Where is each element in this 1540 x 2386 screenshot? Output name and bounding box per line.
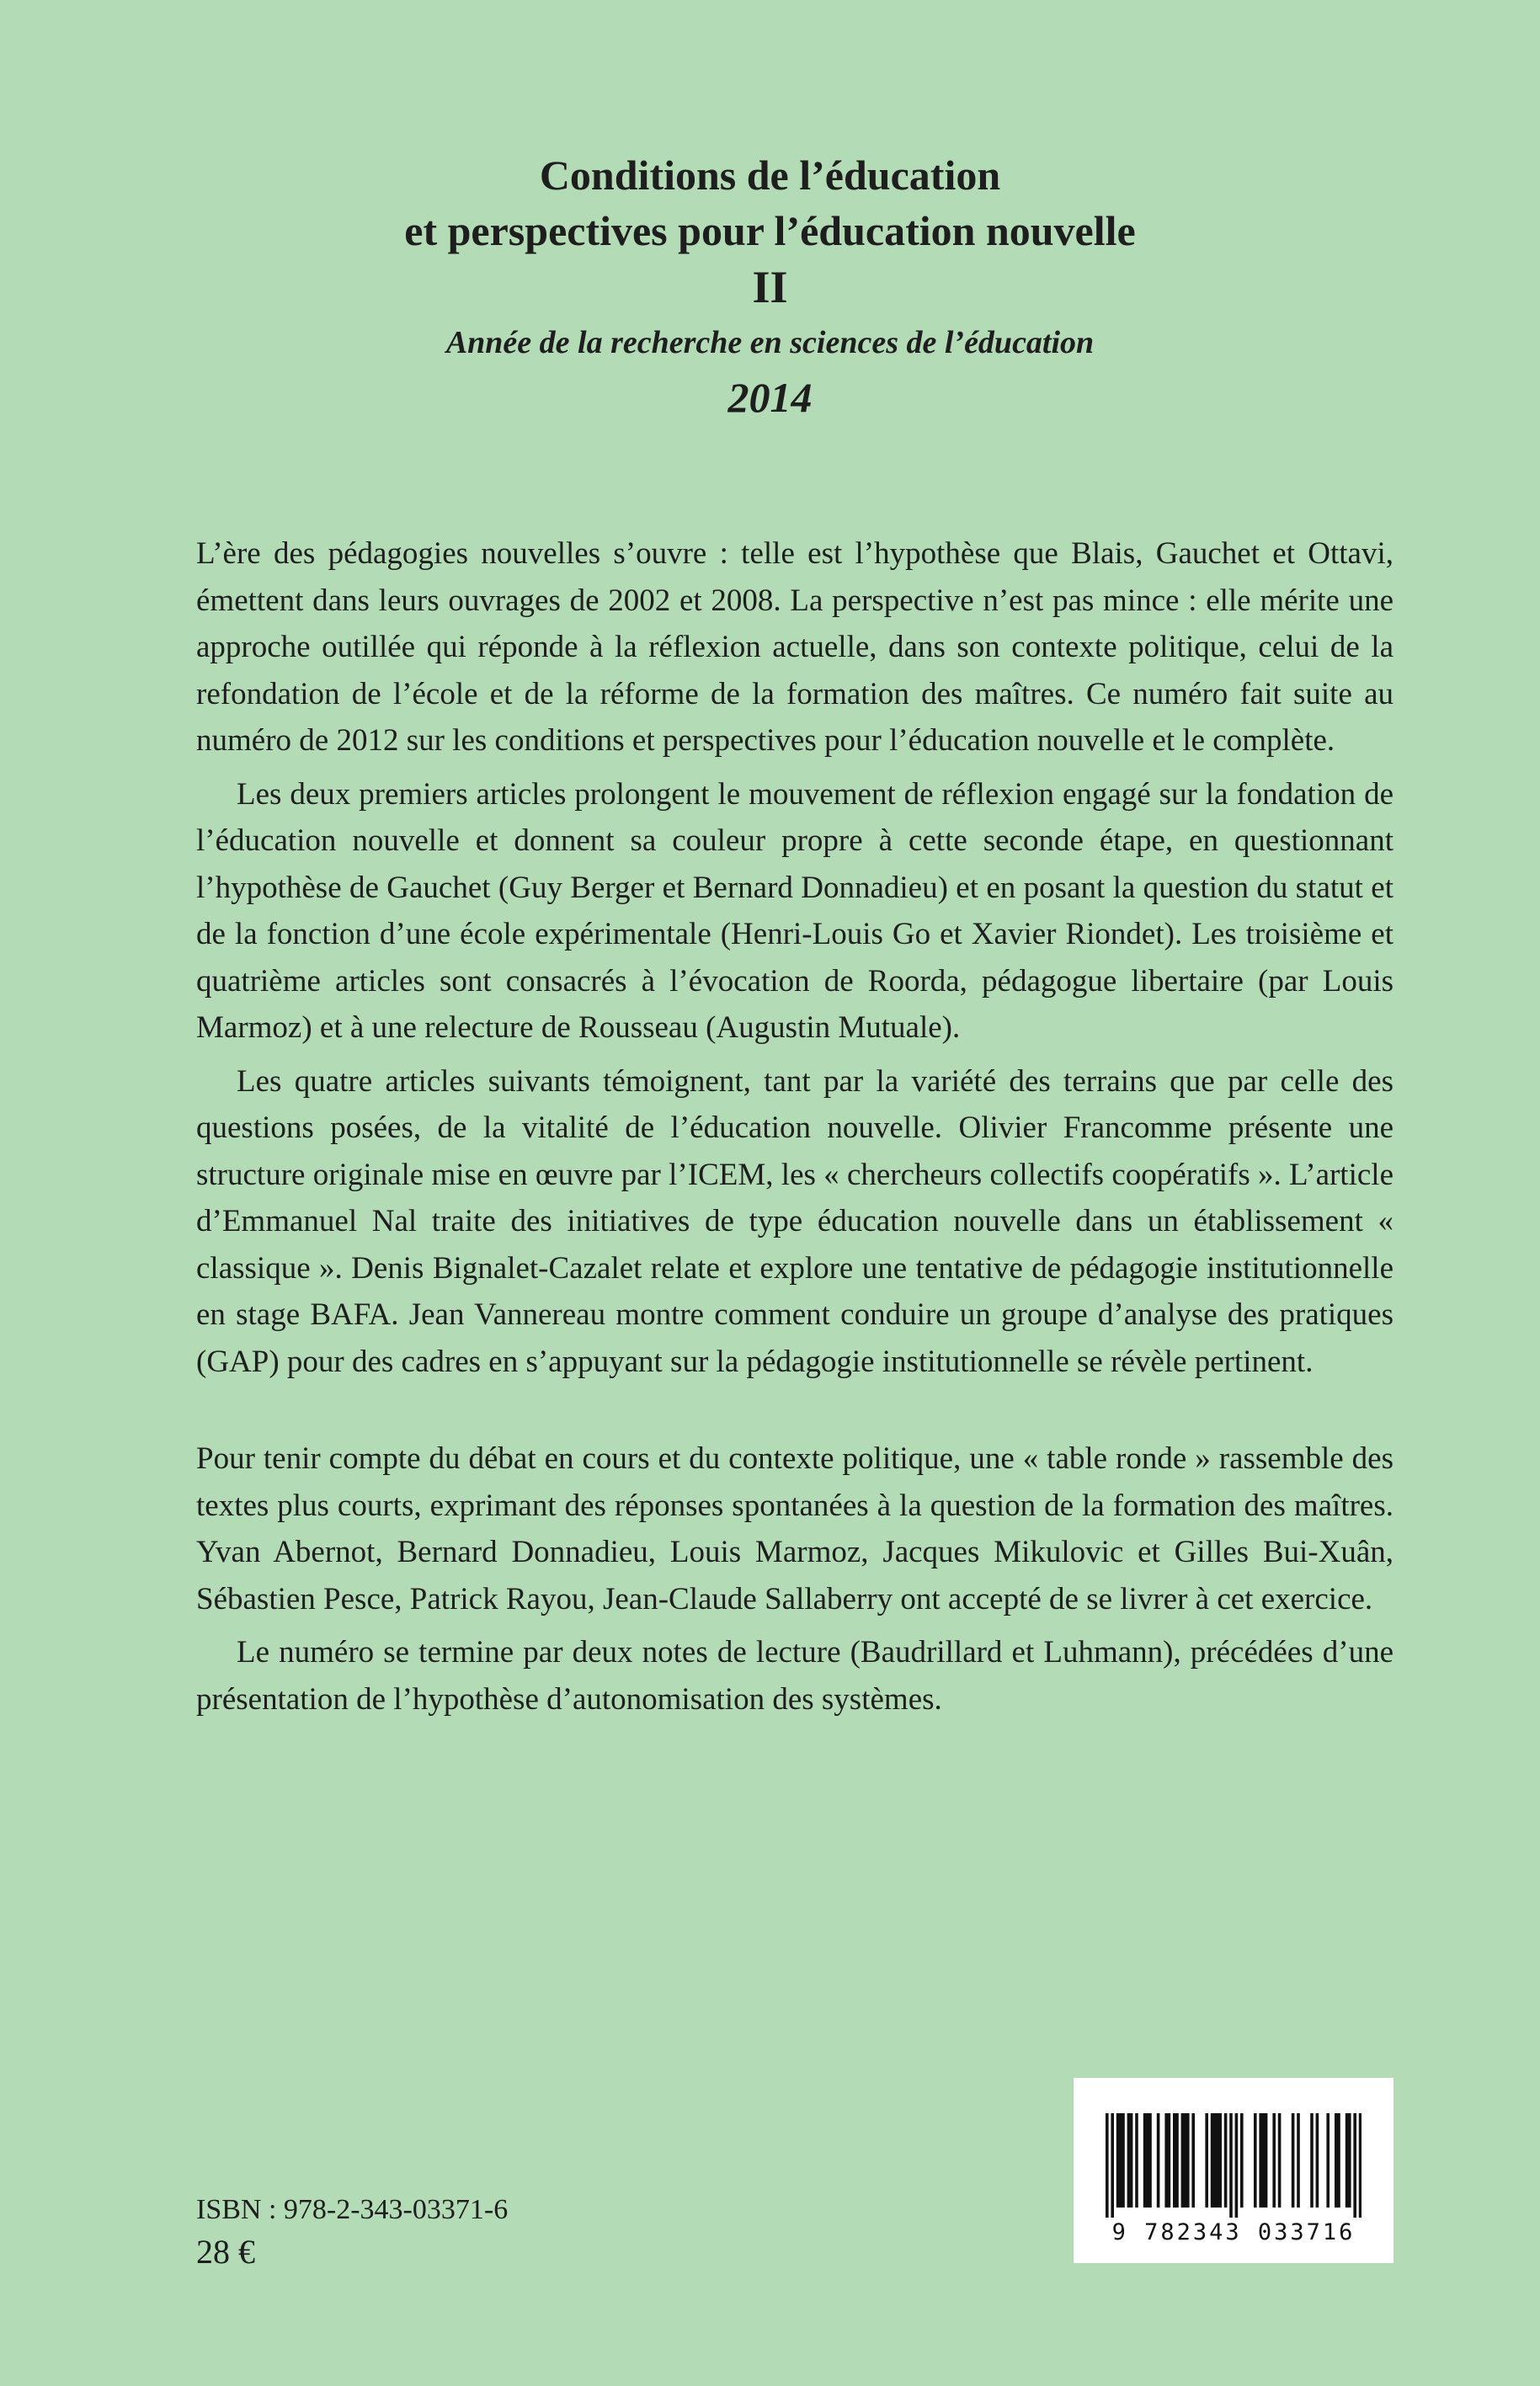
- barcode-bar: [1353, 2113, 1356, 2218]
- volume-number: II: [752, 262, 788, 312]
- barcode-bar: [1292, 2113, 1295, 2208]
- barcode-bar: [1211, 2113, 1214, 2208]
- barcode-bar: [1337, 2113, 1340, 2208]
- barcode: [1074, 2078, 1393, 2263]
- barcode-bar: [1146, 2113, 1149, 2208]
- barcode-bar: [1122, 2113, 1125, 2208]
- title-block: [0, 147, 1540, 425]
- paragraph-first-articles: Les deux premiers articles prolongent le mouvement de réflexion engagé sur la fondation de l’éducation nouvelle et donnent sa couleur propre à cette seconde étape, en questionnant l’hypothèse de Gauchet (Guy Berger et Bernard Donnadieu) et en posant la question du statut et de la fonction d’une école expérimentale (Henri-Louis Go et Xavier Riondet). Les troisième et quatrième articles sont consacrés à l’évocation de Roorda, pédagogue libertaire (par Louis Marmoz) et à une relecture de Rousseau (Augustin Mutuale).: [196, 776, 1393, 1045]
- barcode-bars-icon: [1106, 2113, 1361, 2218]
- barcode-bar: [1143, 2113, 1147, 2208]
- barcode-bar: [1135, 2113, 1138, 2208]
- barcode-bar: [1326, 2113, 1330, 2208]
- barcode-bar: [1130, 2113, 1133, 2208]
- barcode-bar: [1297, 2113, 1300, 2208]
- barcode-bar: [1106, 2113, 1109, 2218]
- paragraph-intro: L’ère des pédagogies nouvelles s’ouvre : telle est l’hypothèse que Blais, Gauchet et Ottavi, émettent dans leurs ouvrages de 2002 et 2008. La perspective n’est pas mince : elle mérite une approche outillée qui réponde à la réflexion actuelle, dans son contexte politique, celui de la refondation de l’école et de la réforme de la formation des maîtres. Ce numéro fait suite au numéro de 2012 sur les conditions et perspectives pour l’éducation nouvelle et le complète.: [196, 536, 1393, 758]
- barcode-bar: [1316, 2113, 1319, 2208]
- barcode-bar: [1310, 2113, 1314, 2208]
- barcode-bar: [1346, 2113, 1349, 2208]
- barcode-bar: [1119, 2113, 1122, 2208]
- paragraph-round-table: Pour tenir compte du débat en cours et du contexte politique, une « table ronde » rassemble des textes plus courts, exprimant des réponses spontanées à la question de la formation des maîtres. Yvan Abernot, Bernard Donnadieu, Louis Marmoz, Jacques Mikulovic et Gilles Bui-Xuân, Sébastien Pesce, Patrick Rayou, Jean-Claude Sallaberry ont accepté de se livrer à cet exercice.: [196, 1441, 1393, 1616]
- barcode-bar: [1175, 2113, 1179, 2208]
- paragraph-reading-notes: Le numéro se termine par deux notes de lecture (Baudrillard et Luhmann), précédées d’une présentation de l’hypothèse d’autonomisation des systèmes.: [196, 1635, 1393, 1717]
- barcode-bar: [1278, 2113, 1282, 2208]
- publication-year: 2014: [727, 374, 813, 421]
- paragraph-following-articles: Les quatre articles suivants témoignent, tant par la variété des terrains que par celle des questions posées, de la vitalité de l’éducation nouvelle. Olivier Francomme présente une structure originale mise en œuvre par l’ICEM, les « chercheurs collectifs coopératifs ». L’article d’Emmanuel Nal traite des initiatives de type éducation nouvelle dans un établissement « classique ». Denis Bignalet-Cazalet relate et explore une tentative de pédagogie institutionnelle en stage BAFA. Jean Vannereau montre comment conduire un groupe d’analyse des pratiques (GAP) pour des cadres en s’appuyant sur la pédagogie institutionnelle se révèle pertinent.: [196, 1063, 1393, 1379]
- summary-text: [196, 530, 1393, 1729]
- barcode-bar: [1157, 2113, 1160, 2208]
- barcode-bar: [1218, 2113, 1222, 2208]
- barcode-bar: [1224, 2113, 1228, 2208]
- isbn-label: ISBN : 978-2-343-03371-6: [196, 2194, 509, 2225]
- barcode-bar: [1173, 2113, 1176, 2208]
- barcode-bar: [1229, 2113, 1233, 2218]
- barcode-bar: [1191, 2113, 1195, 2208]
- title-line-1: Conditions de l’éducation: [539, 152, 1001, 199]
- barcode-bar: [1164, 2113, 1168, 2208]
- barcode-bar: [1272, 2113, 1276, 2208]
- barcode-bar: [1184, 2113, 1187, 2208]
- barcode-bar: [1205, 2113, 1208, 2208]
- title-line-2: et perspectives pour l’éducation nouvelle: [404, 207, 1136, 254]
- barcode-bar: [1359, 2113, 1361, 2218]
- barcode-bar: [1235, 2113, 1239, 2218]
- barcode-bar: [1262, 2113, 1266, 2208]
- barcode-bar: [1168, 2113, 1171, 2208]
- barcode-digits: 9 782343 033716: [1111, 2219, 1356, 2245]
- barcode-bar: [1335, 2113, 1338, 2208]
- subtitle: Année de la recherche en sciences de l’éducation: [445, 325, 1095, 360]
- barcode-bar: [1148, 2113, 1152, 2208]
- barcode-bar: [1348, 2113, 1351, 2208]
- price-label: 28 €: [196, 2233, 255, 2271]
- barcode-bar: [1116, 2113, 1120, 2208]
- barcode-bar: [1111, 2113, 1114, 2218]
- barcode-bar: [1186, 2113, 1190, 2208]
- barcode-bar: [1265, 2113, 1268, 2208]
- barcode-bar: [1213, 2113, 1217, 2208]
- barcode-bar: [1254, 2113, 1257, 2208]
- barcode-bar: [1216, 2113, 1219, 2208]
- barcode-bar: [1240, 2113, 1244, 2208]
- barcode-bar: [1259, 2113, 1262, 2208]
- barcode-bar: [1181, 2113, 1185, 2208]
- barcode-bar: [1127, 2113, 1131, 2208]
